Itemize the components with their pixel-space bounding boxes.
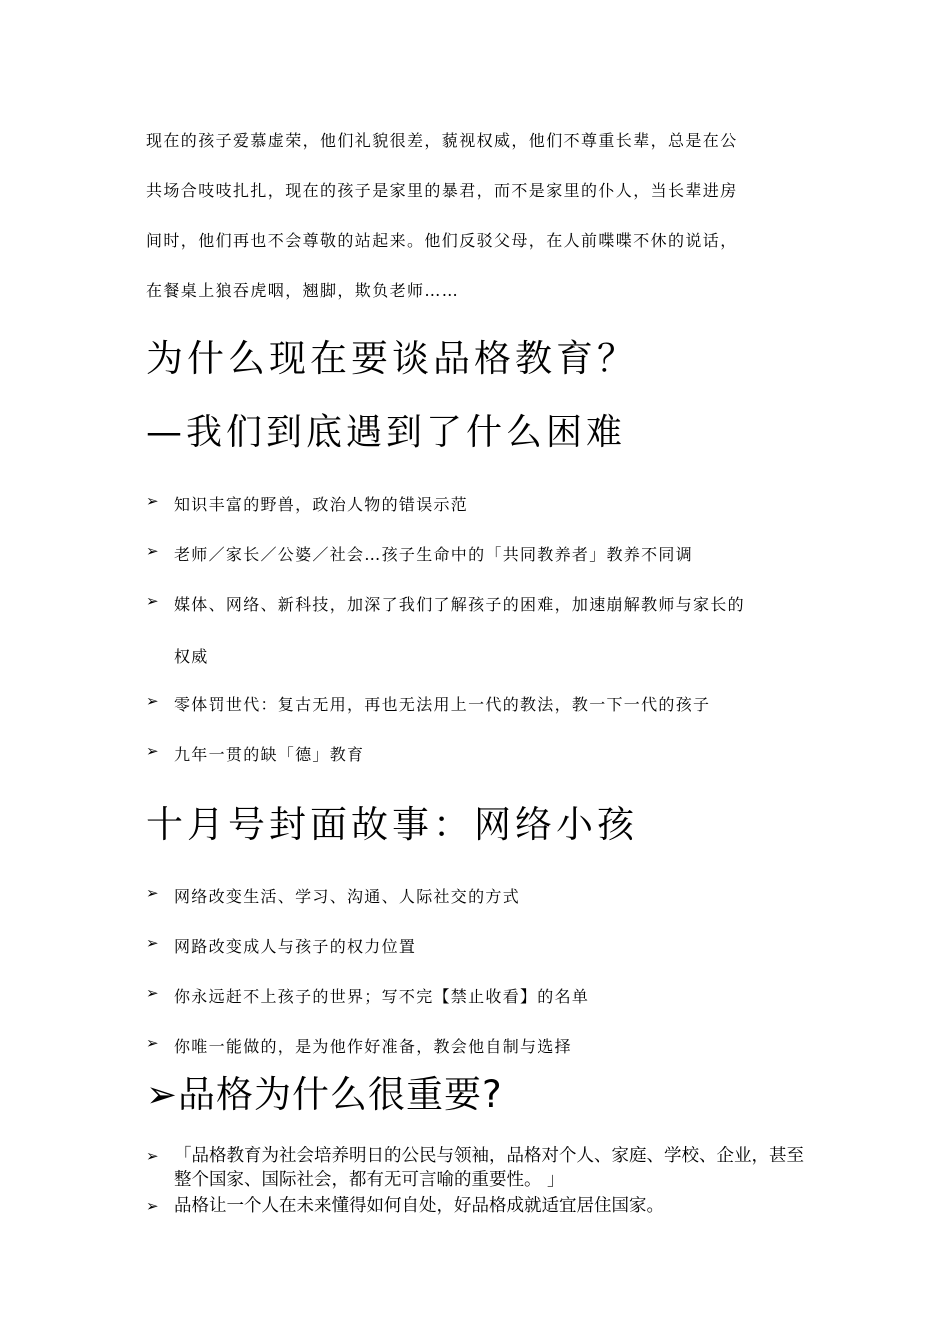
heading-why-now-subtitle: —我们到底遇到了什么困难 — [146, 412, 627, 453]
arrow-bullet-icon: ➢ — [146, 492, 160, 510]
arrow-bullet-icon: ➢ — [146, 1034, 160, 1052]
document-page: 现在的孩子爱慕虚荣，他们礼貌很差，藐视权威，他们不尊重长辈，总是在公 共场合吱吱扎扎，现在的孩子是家里的暴君，而不是家里的仆人，当长辈进房 间时，他们再也不会尊敬的站起来。他们反驳父母，在人前喋喋不休的说话， 在餐桌上狼吞虎咽，翘脚，欺负老师…… 为什么现在要谈品格教育？ —我们到底遇到了什么困难 ➢ 知识丰富的野兽，政治人物的错误示范 ➢ 老师／家长／公婆／社会…孩子生命中的「共同教养者」教养不同调 ➢ 媒体、网络、新科技，加深了我们了解孩子的困难，加速崩解教师与家长的 权威 ➢ 零体罚世代：复古无用，再也无法用上一代的教法，教一下一代的孩子 ➢ 九年一贯的缺「德」教育 十月号封面故事：网络小孩 ➢ 网络改变生活、学习、沟通、人际社交的方式 ➢ 网路改变成人与孩子的权力位置 ➢ 你永远赶不上孩子的世界；写不完【禁止收看】的名单 ➢ 你唯一能做的，是为他作好准备，教会他自制与选择 ➢品格为什么很重要? ➢ 「品格教育为社会培养明日的公民与领袖，品格对个人、家庭、学校、企业，甚至整个国家、国际社会，都有无可言喻的重要性。 」 ➢ 品格让一个人在未来懂得如何自处，好品格成就适宜居住国家。 — [0, 0, 950, 1344]
intro-line-2: 共场合吱吱扎扎，现在的孩子是家里的暴君，而不是家里的仆人，当长辈进房 — [146, 181, 738, 200]
heading-cover-story: 十月号封面故事：网络小孩 — [146, 803, 638, 846]
arrow-bullet-icon: ➢ — [146, 542, 160, 560]
arrow-bullet-icon: ➢ — [146, 884, 160, 902]
arrow-bullet-icon: ➢ — [146, 592, 160, 610]
heading-why-character: ➢品格为什么很重要? — [146, 1073, 503, 1116]
arrow-bullet-icon: ➢ — [146, 984, 160, 1002]
arrow-bullet-icon: ➢ — [146, 742, 160, 760]
arrow-bullet-icon: ➢ — [146, 1197, 159, 1215]
arrow-bullet-icon: ➢ — [146, 1147, 159, 1165]
intro-line-1: 现在的孩子爱慕虚荣，他们礼貌很差，藐视权威，他们不尊重长辈，总是在公 — [146, 131, 738, 150]
intro-line-3: 间时，他们再也不会尊敬的站起来。他们反驳父母，在人前喋喋不休的说话， — [146, 231, 738, 250]
heading-why-now: 为什么现在要谈品格教育？ — [146, 337, 638, 380]
intro-line-4: 在餐桌上狼吞虎咽，翘脚，欺负老师…… — [146, 281, 460, 300]
arrow-bullet-icon: ➢ — [146, 692, 160, 710]
arrow-bullet-icon: ➢ — [146, 1073, 179, 1116]
arrow-bullet-icon: ➢ — [146, 934, 160, 952]
